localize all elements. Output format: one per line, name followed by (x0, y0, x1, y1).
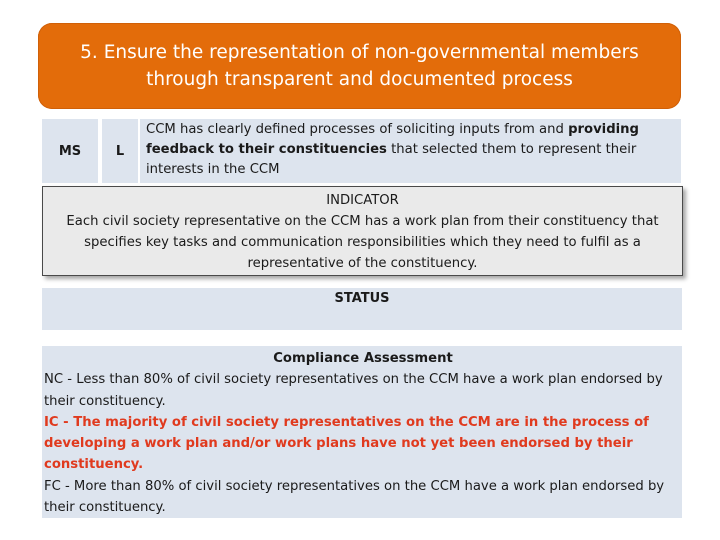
section-title-banner (38, 23, 681, 109)
level-label: L (115, 143, 125, 159)
indicator-body: Each civil society representative on the CCM has a work plan from their constituency that specifies key tasks and communication responsibilities which they need to fulfil as a representative of the constituency. (66, 214, 659, 271)
compliance-nc: NC - Less than 80% of civil society representatives on the CCM have a work plan endorsed by their constituency. (44, 372, 663, 409)
compliance-heading: Compliance Assessment (273, 351, 453, 366)
section-title-line1: 5. Ensure the representation of non-governmental members (80, 42, 639, 63)
compliance-assessment-box (42, 346, 682, 518)
level-cell (102, 119, 138, 183)
criterion-text-pre: CCM has clearly defined processes of soliciting inputs from and (146, 122, 564, 137)
criterion-text-post: that selected them to represent their interests in the CCM (146, 142, 637, 177)
ms-label: MS (58, 143, 82, 159)
ms-cell (42, 119, 98, 183)
compliance-ic: IC - The majority of civil society representatives on the CCM are in the process of developing a work plan and/or work plans have not yet been endorsed by their constituency. (44, 414, 649, 473)
section-title-line2: through transparent and documented process (146, 69, 573, 90)
status-box (42, 288, 682, 330)
indicator-heading: INDICATOR (326, 193, 399, 208)
criterion-text-bold: providing feedback to their constituencies (146, 122, 639, 157)
criterion-description (140, 119, 681, 183)
indicator-box (42, 186, 683, 276)
compliance-fc: FC - More than 80% of civil society representatives on the CCM have a work plan endorsed by their constituency. (44, 478, 665, 516)
status-heading: STATUS (334, 291, 390, 306)
